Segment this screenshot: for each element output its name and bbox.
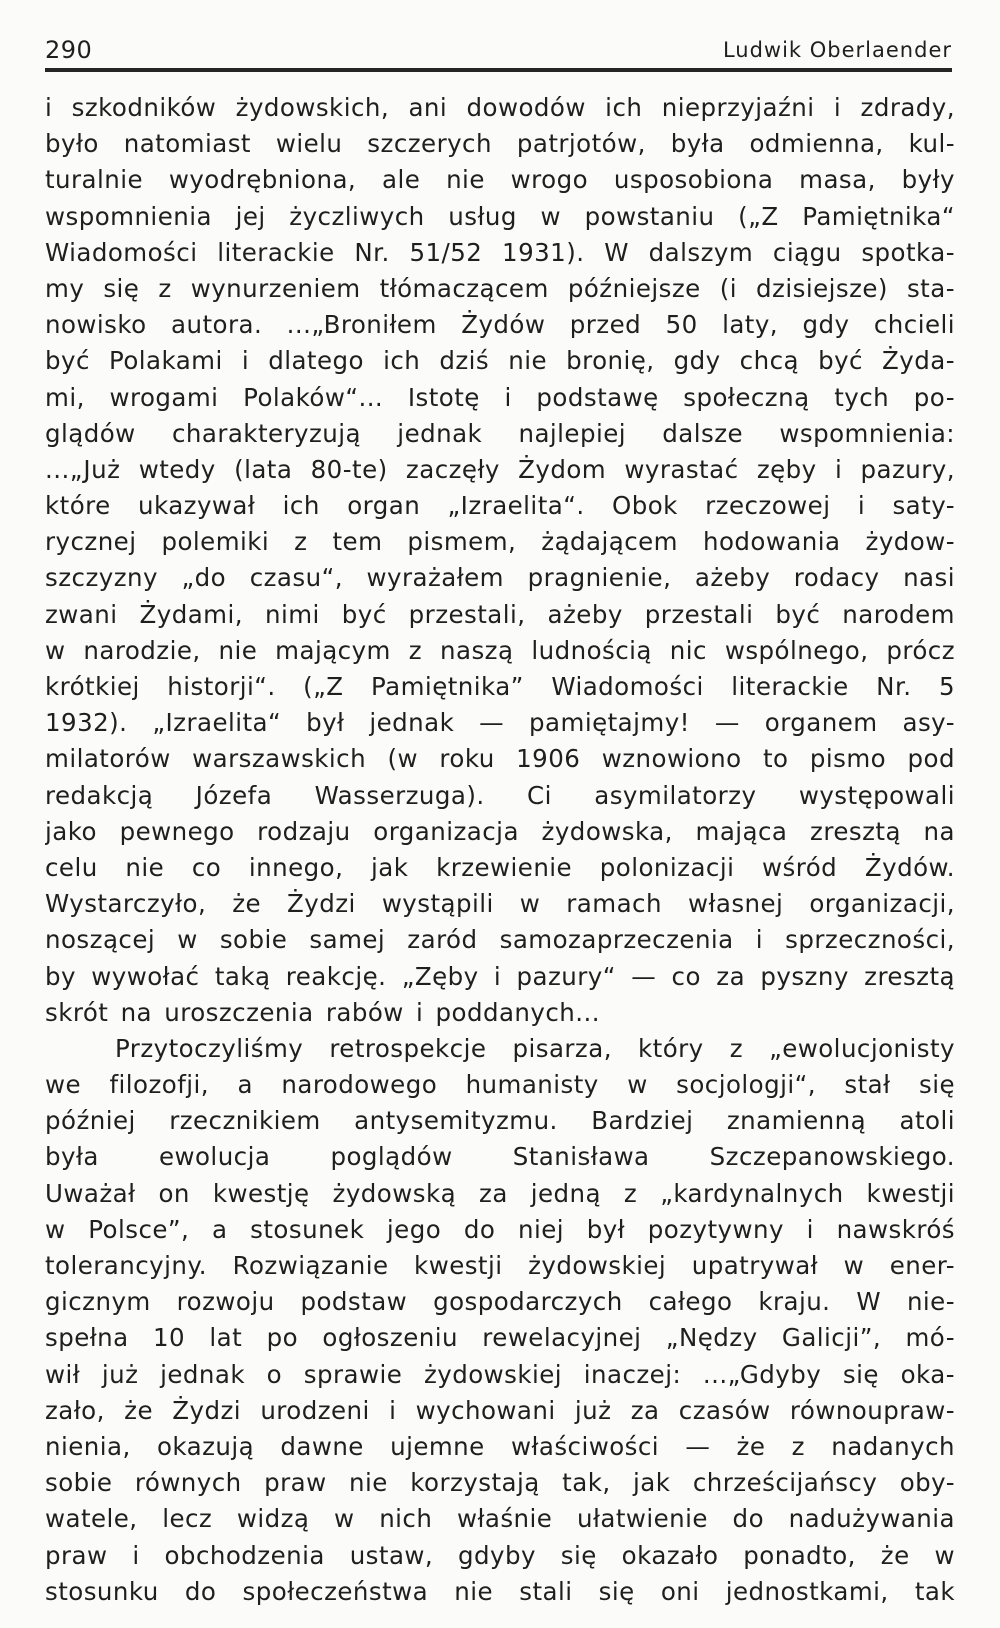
text-line: zwani Żydami, nimi być przestali, ażeby przestali być narodem [45,599,955,629]
text-line: Wiadomości literackie Nr. 51/52 1931). W dalszym ciągu spotka- [45,237,955,267]
text-line: sobie równych praw nie korzystają tak, jak chrześcijańscy oby- [45,1468,955,1498]
text-line: szczyzny „do czasu“, wyrażałem pragnienie, ażeby rodacy nasi [45,563,955,593]
text-line: mi, wrogami Polaków“... Istotę i podstawę społeczną tych po- [45,382,955,412]
text-line: w narodzie, nie mającym z naszą ludnością nic wspólnego, prócz [45,635,955,665]
text-line: redakcją Józefa Wasserzuga). Ci asymilatorzy występowali [45,780,955,810]
text-line: było natomiast wielu szczerych patrjotów, była odmienna, kul- [45,129,955,159]
text-line: Uważał on kwestję żydowską za jedną z „kardynalnych kwestji [45,1178,955,1208]
page-number: 290 [45,36,93,64]
text-line: watele, lecz widzą w nich właśnie ułatwienie do nadużywania [45,1504,955,1534]
text-line: Przytoczyliśmy retrospekcje pisarza, który z „ewolucjonisty [115,1033,955,1063]
text-line: była ewolucja poglądów Stanisława Szczepanowskiego. [45,1142,955,1172]
text-line: praw i obchodzenia ustaw, gdyby się okazało ponadto, że w [45,1540,955,1570]
text-line: celu nie co innego, jak krzewienie polonizacji wśród Żydów. [45,852,955,882]
text-line: ...„Już wtedy (lata 80-te) zaczęły Żydom wyrastać zęby i pazury, [45,454,955,484]
text-line: we filozofji, a narodowego humanisty w socjologji“, stał się [45,1070,955,1100]
text-line: rycznej polemiki z tem pismem, żądającem hodowania żydow- [45,527,955,557]
body-text [45,90,955,1610]
text-line: być Polakami i dlatego ich dziś nie bronię, gdy chcą być Żyda- [45,346,955,376]
text-line: gicznym rozwoju podstaw gospodarczych całego kraju. W nie- [45,1287,955,1317]
text-line: glądów charakteryzują jednak najlepiej dalsze wspomnienia: [45,418,955,448]
text-line: noszącej w sobie samej zaród samozaprzeczenia i sprzeczności, [45,925,955,955]
text-line: stosunku do społeczeństwa nie stali się oni jednostkami, tak [45,1576,955,1606]
text-line: nienia, okazują dawne ujemne właściwości — że z nadanych [45,1431,955,1461]
text-line: zało, że Żydzi urodzeni i wychowani już za czasów równoupraw- [45,1395,955,1425]
text-line: spełna 10 lat po ogłoszeniu rewelacyjnej „Nędzy Galicji”, mó- [45,1323,955,1353]
text-line: 1932). „Izraelita“ był jednak — pamiętajmy! — organem asy- [45,708,955,738]
text-line: wspomnienia jej życzliwych usług w powstaniu („Z Pamiętnika“ [45,201,955,231]
header-rule [45,68,952,72]
text-line: my się z wynurzeniem tłómaczącem późniejsze (i dzisiejsze) sta- [45,273,955,303]
text-line: w Polsce”, a stosunek jego do niej był pozytywny i nawskróś [45,1214,955,1244]
text-line: nowisko autora. ...„Broniłem Żydów przed 50 laty, gdy chcieli [45,310,955,340]
text-line: jako pewnego rodzaju organizacja żydowska, mająca zresztą na [45,816,955,846]
text-line: milatorów warszawskich (w roku 1906 wznowiono to pismo pod [45,744,955,774]
text-line: krótkiej historji“. („Z Pamiętnika” Wiadomości literackie Nr. 5 [45,672,955,701]
text-line: by wywołać taką reakcję. „Zęby i pazury“ — co za pyszny zresztą [45,961,955,991]
text-line: turalnie wyodrębniona, ale nie wrogo usposobiona masa, były [45,165,955,195]
text-line: wił już jednak o sprawie żydowskiej inaczej: ...„Gdyby się oka- [45,1359,955,1389]
text-line: Wystarczyło, że Żydzi wystąpili w ramach własnej organizacji, [45,889,955,919]
running-head: Ludwik Oberlaender [722,38,952,62]
text-line: i szkodników żydowskich, ani dowodów ich nieprzyjaźni i zdrady, [45,93,955,122]
text-line: później rzecznikiem antysemityzmu. Bardziej znamienną atoli [45,1106,955,1136]
text-line: skrót na uroszczenia rabów i poddanych... [45,997,600,1027]
text-line: które ukazywał ich organ „Izraelita“. Obok rzeczowej i saty- [45,491,955,521]
text-line: tolerancyjny. Rozwiązanie kwestji żydowskiej upatrywał w ener- [45,1251,955,1280]
page-header [45,36,952,66]
